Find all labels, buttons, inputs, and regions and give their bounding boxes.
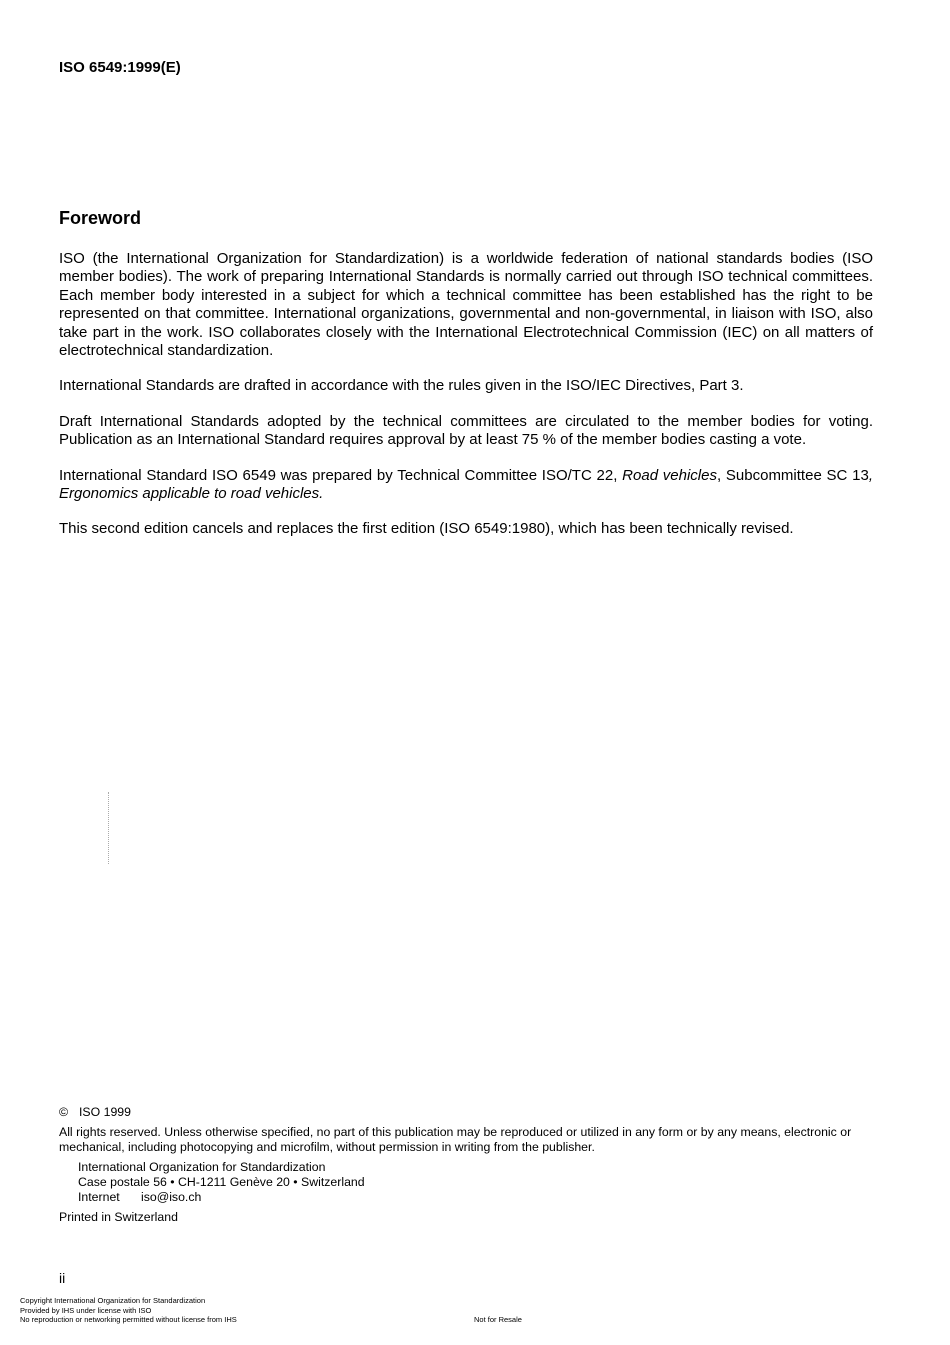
foreword-paragraph-4	[59, 467, 873, 504]
not-for-resale-label: Not for Resale	[474, 1315, 522, 1324]
publisher-postal-address: Case postale 56 • CH-1211 Genève 20 • Switzerland	[78, 1175, 365, 1189]
foreword-paragraph-3: Draft International Standards adopted by the technical committees are circulated to the member bodies for voting. Publication as an International Standard requires approval by at least 75 % of the member bodies casting a vote.	[59, 412, 873, 449]
p4-italic-road-vehicles: Road vehicles	[622, 466, 717, 484]
footer-provided-line: Provided by IHS under license with ISO	[20, 1305, 152, 1315]
foreword-paragraph-1: ISO (the International Organization for Standardization) is a worldwide federation of national standards bodies (ISO member bodies). The work of preparing International Standards is normally carried out through ISO technical committees. Each member body interested in a subject for which a technical committee has been established has the right to be represented on that committee. International organizations, governmental and non-governmental, in liaison with ISO, also take part in the work. ISO collaborates closely with the International Electrotechnical Commission (IEC) on all matters of electrotechnical standardization.	[59, 250, 873, 360]
rights-statement: All rights reserved. Unless otherwise specified, no part of this publication may be reproduced or utilized in any form or by any means, electronic or mechanical, including photocopying and microfilm, without permission in writing from the publisher.	[59, 1125, 852, 1154]
internet-label: Internet	[78, 1190, 120, 1204]
internet-email: iso@iso.ch	[141, 1190, 202, 1204]
page-number: ii	[59, 1270, 66, 1286]
copyright-line	[59, 1105, 875, 1120]
document-header: ISO 6549:1999(E)	[59, 59, 181, 76]
copyright-block	[59, 1105, 875, 1225]
foreword-body	[59, 250, 873, 556]
foreword-title: Foreword	[59, 208, 142, 228]
p4-text-2: , Subcommittee SC 13	[716, 466, 869, 484]
foreword-paragraph-5: This second edition cancels and replaces the first edition (ISO 6549:1980), which has been technically revised.	[59, 520, 794, 538]
footer-reproduction-line: No reproduction or networking permitted without license from IHS	[20, 1315, 237, 1324]
p4-text-1: International Standard ISO 6549 was prepared by Technical Committee ISO/TC 22,	[59, 466, 623, 484]
scan-artifact-dotted-line	[108, 792, 109, 864]
footer-copyright-line: Copyright International Organization for Standardization	[20, 1296, 206, 1305]
copyright-year: ISO 1999	[79, 1105, 131, 1119]
publisher-name: International Organization for Standardization	[78, 1160, 326, 1174]
license-footer	[20, 1296, 237, 1325]
publisher-address	[78, 1160, 875, 1205]
printed-in: Printed in Switzerland	[59, 1210, 178, 1224]
copyright-symbol: ©	[59, 1105, 69, 1119]
foreword-paragraph-2: International Standards are drafted in accordance with the rules given in the ISO/IEC Directives, Part 3.	[59, 377, 744, 395]
publisher-internet	[78, 1190, 875, 1205]
p4-italic-ergonomics: , Ergonomics applicable to road vehicles.	[59, 466, 873, 503]
